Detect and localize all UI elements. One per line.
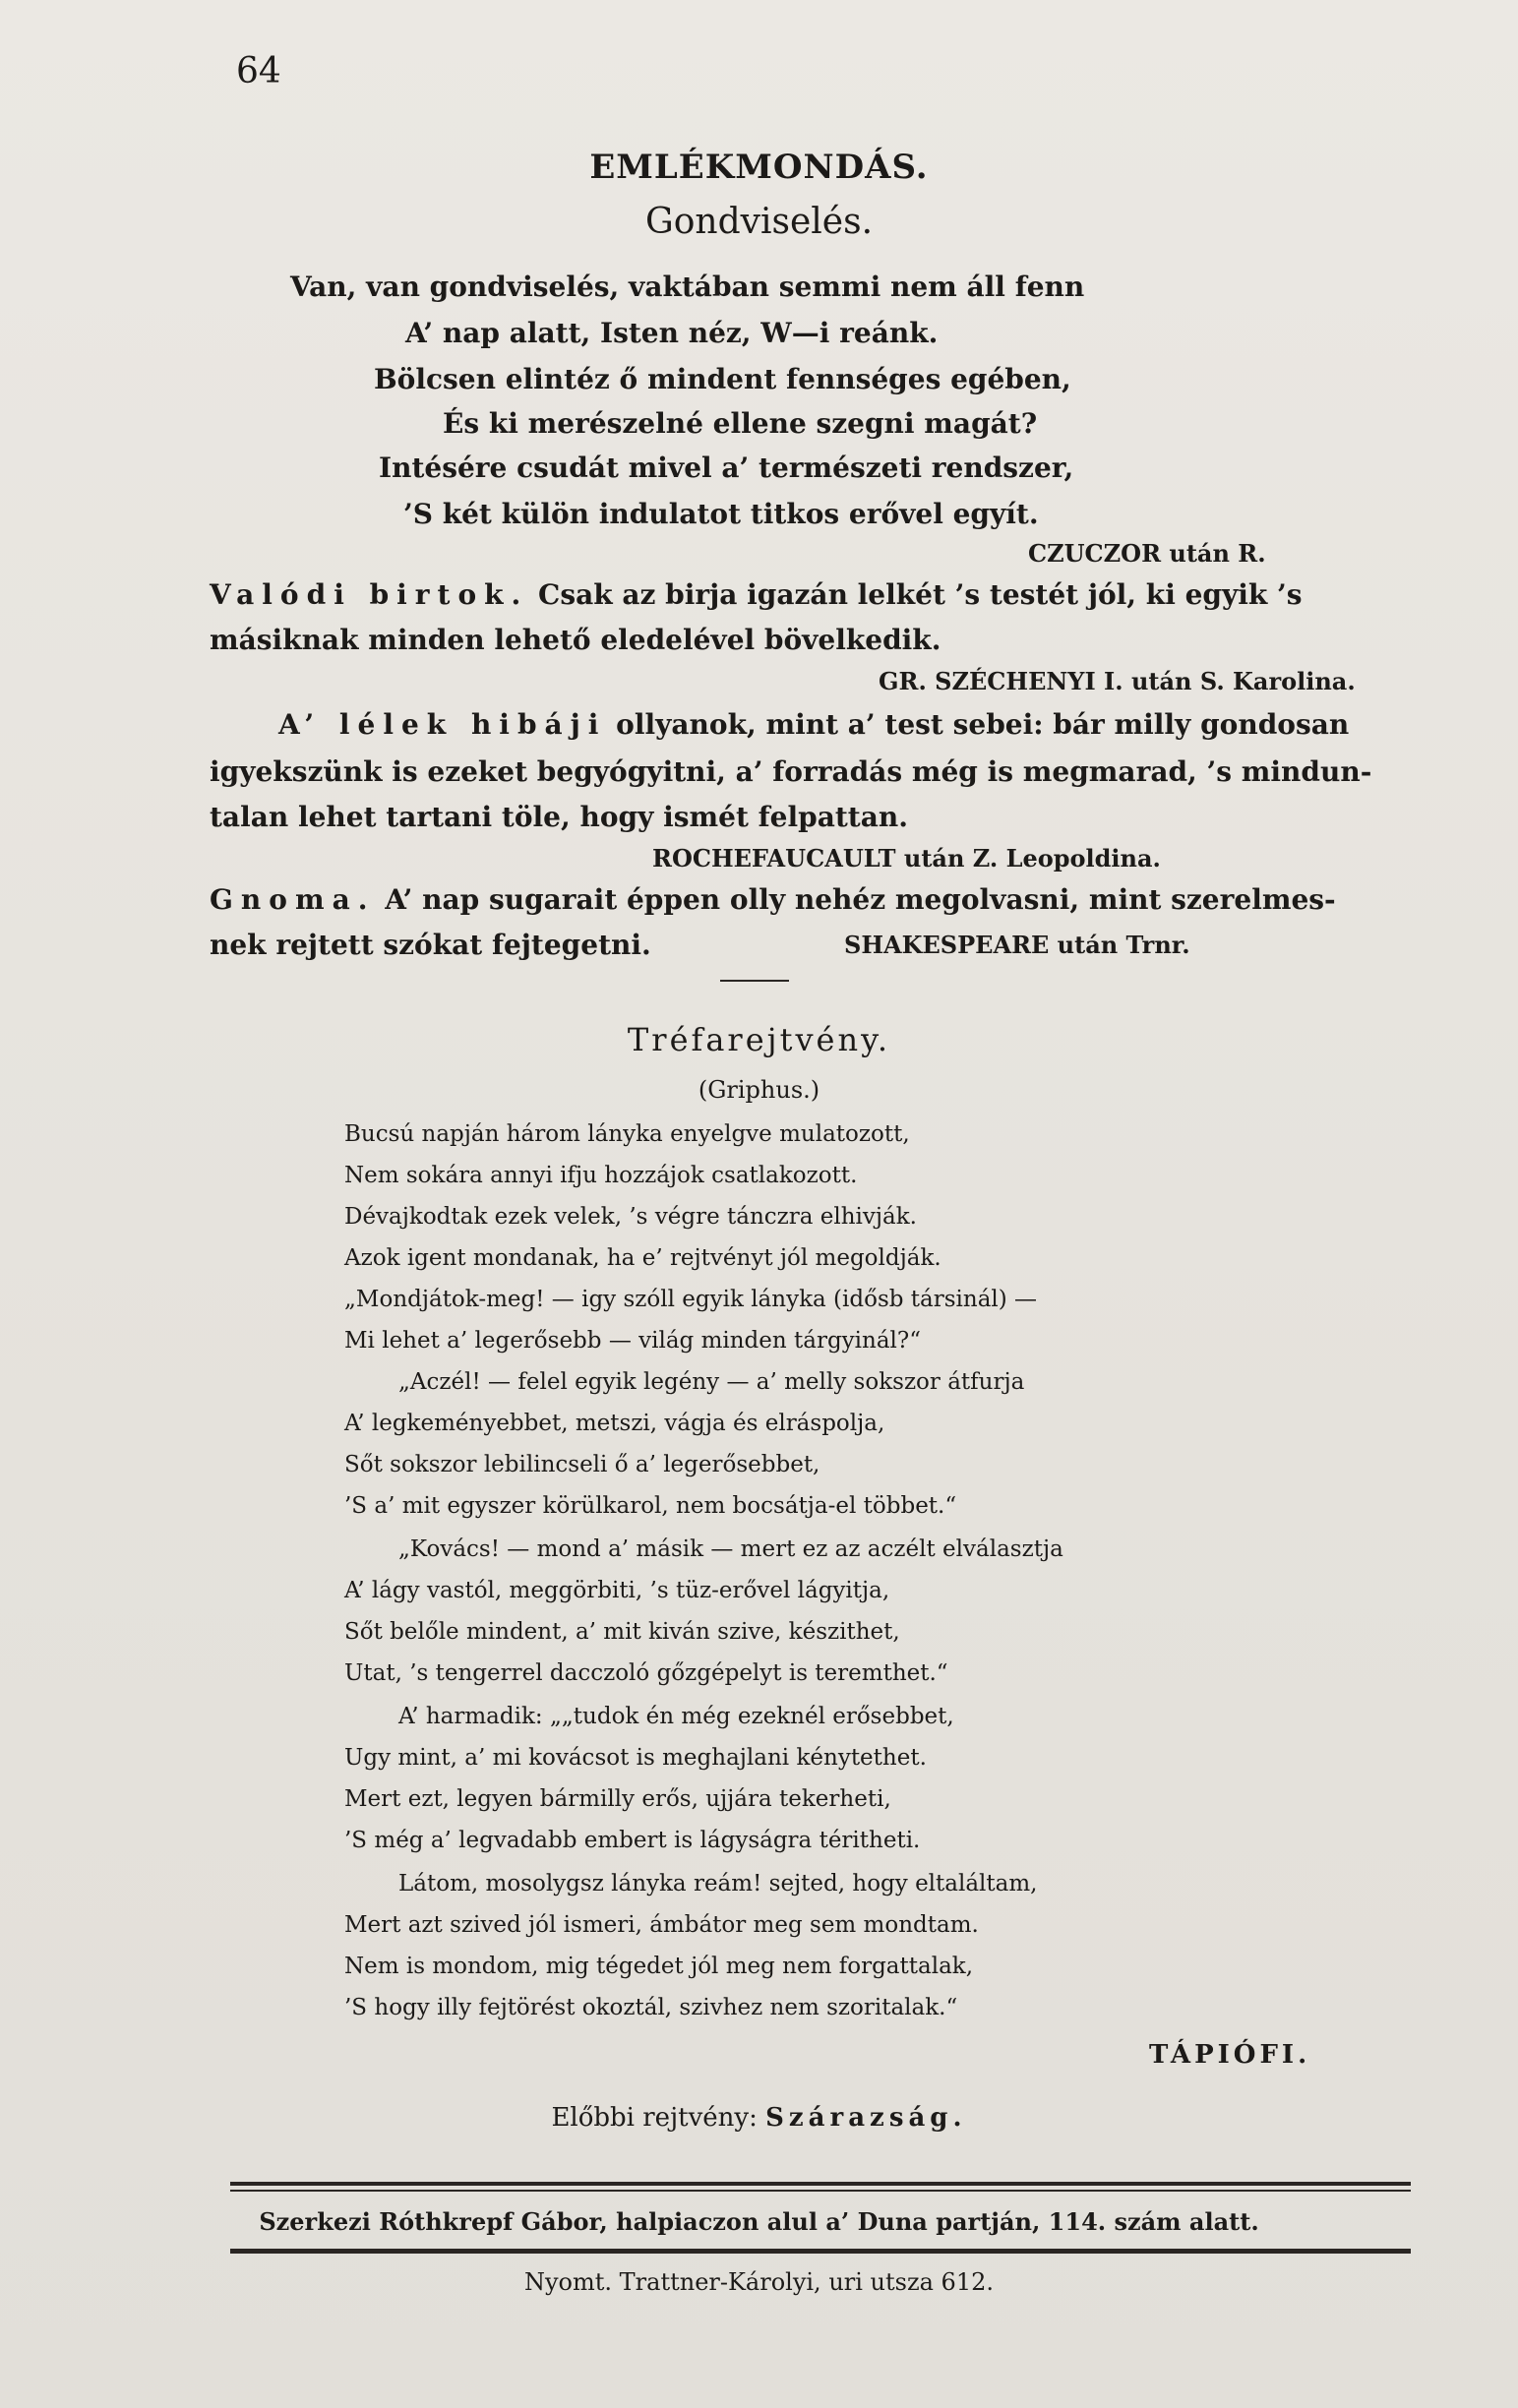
- poem-line: Van, van gondviselés, vaktában semmi nem áll fenn: [290, 271, 1085, 303]
- quote-attribution: SHAKESPEARE után Trnr.: [844, 931, 1190, 959]
- poem-line: Intésére csudát mivel a’ természeti rendszer,: [379, 452, 1074, 484]
- previous-riddle: [0, 2103, 1518, 2133]
- riddle-line: Azok igent mondanak, ha e’ rejtvényt jól megoldják.: [344, 1245, 941, 1271]
- previous-riddle-answer: Szárazság.: [765, 2103, 967, 2133]
- quote-text: A’ nap sugarait éppen olly nehéz megolvasni, mint szerelmes-: [375, 883, 1336, 916]
- footer-rule-bottom: [230, 2249, 1411, 2254]
- poem-line: És ki merészelné ellene szegni magát?: [443, 407, 1038, 440]
- quote-lead: Valódi birtok.: [210, 578, 529, 611]
- poem-attribution: CZUCZOR után R.: [1028, 539, 1266, 568]
- riddle-line: A’ legkeményebbet, metszi, vágja és elráspolja,: [344, 1411, 885, 1436]
- quote-text: talan lehet tartani töle, hogy ismét felpattan.: [210, 801, 908, 833]
- section-subtitle: Gondviselés.: [644, 202, 874, 242]
- riddle-line: „Kovács! — mond a’ másik — mert ez az aczélt elválasztja: [398, 1536, 1063, 1562]
- poem-line: A’ nap alatt, Isten néz, W—i reánk.: [405, 317, 939, 349]
- divider: [720, 980, 789, 982]
- riddle-line: A’ lágy vastól, meggörbiti, ’s tüz-erővel lágyitja,: [344, 1578, 890, 1603]
- quote-text: Csak az birja igazán lelkét ’s testét jól, ki egyik ’s: [528, 578, 1303, 611]
- riddle-line: Ugy mint, a’ mi kovácsot is meghajlani kénytethet.: [344, 1745, 927, 1771]
- page-number: 64: [236, 51, 281, 91]
- riddle-author: TÁPIÓFI.: [1149, 2040, 1311, 2070]
- quote-text: igyekszünk is ezeket begyógyitni, a’ forradás még is megmarad, ’s mindun-: [210, 755, 1372, 788]
- riddle-line: A’ harmadik: „„tudok én még ezeknél erősebbet,: [398, 1704, 954, 1729]
- riddle-line: ’S a’ mit egyszer körülkarol, nem bocsátja-el többet.“: [344, 1493, 957, 1519]
- footer-printer: Nyomt. Trattner-Károlyi, uri utsza 612.: [524, 2268, 994, 2296]
- quote-text: másiknak minden lehető eledelével bövelkedik.: [210, 624, 941, 656]
- section-title: EMLÉKMONDÁS.: [589, 148, 929, 187]
- riddle-line: Mert azt szived jól ismeri, ámbátor meg sem mondtam.: [344, 1912, 979, 1938]
- riddle-line: Bucsú napján három lányka enyelgve mulatozott,: [344, 1121, 910, 1147]
- quote-lead: A’ lélek hibáji: [278, 708, 607, 741]
- quote-text: ollyanok, mint a’ test sebei: bár milly gondosan: [606, 708, 1350, 741]
- riddle-line: „Aczél! — felel egyik legény — a’ melly sokszor átfurja: [398, 1369, 1025, 1395]
- quote-text: nek rejtett szókat fejtegetni.: [210, 929, 651, 961]
- quote-lead: Gnoma.: [210, 883, 376, 916]
- footer-editor: Szerkezi Róthkrepf Gábor, halpiaczon alul a’ Duna partján, 114. szám alatt.: [259, 2207, 1259, 2236]
- riddle-line: „Mondjátok-meg! — igy szóll egyik lányka (idősb társinál) —: [344, 1287, 1038, 1312]
- riddle-subtitle: (Griphus.): [698, 1076, 820, 1104]
- riddle-title: Tréfarejtvény.: [627, 1021, 891, 1058]
- previous-riddle-label: Előbbi rejtvény:: [551, 2103, 758, 2133]
- riddle-line: Mi lehet a’ legerősebb — világ minden tárgyinál?“: [344, 1328, 922, 1354]
- riddle-line: Utat, ’s tengerrel dacczoló gőzgépelyt is teremthet.“: [344, 1660, 948, 1686]
- poem-line: ’S két külön indulatot titkos erővel egyít.: [403, 498, 1039, 530]
- riddle-line: Nem sokára annyi ifju hozzájok csatlakozott.: [344, 1163, 858, 1188]
- quote-attribution: ROCHEFAUCAULT után Z. Leopoldina.: [652, 844, 1161, 873]
- riddle-line: ’S még a’ legvadabb embert is lágyságra téritheti.: [344, 1828, 921, 1853]
- footer-rule-top: [230, 2182, 1411, 2186]
- riddle-line: Mert ezt, legyen bármilly erős, ujjára tekerheti,: [344, 1786, 891, 1812]
- riddle-line: Nem is mondom, mig tégedet jól meg nem forgattalak,: [344, 1954, 974, 1979]
- riddle-line: Sőt belőle mindent, a’ mit kiván szive, készithet,: [344, 1619, 900, 1645]
- footer-rule-thin: [230, 2190, 1411, 2192]
- riddle-line: Sőt sokszor lebilincseli ő a’ legerősebbet,: [344, 1452, 820, 1477]
- quote-attribution: GR. SZÉCHENYI I. után S. Karolina.: [879, 667, 1356, 695]
- riddle-line: ’S hogy illy fejtörést okoztál, szivhez nem szoritalak.“: [344, 1995, 958, 2020]
- riddle-line: Látom, mosolygsz lányka reám! sejted, hogy eltaláltam,: [398, 1871, 1038, 1896]
- riddle-line: Dévajkodtak ezek velek, ’s végre tánczra elhivják.: [344, 1204, 917, 1230]
- poem-line: Bölcsen elintéz ő mindent fennséges egében,: [374, 363, 1071, 395]
